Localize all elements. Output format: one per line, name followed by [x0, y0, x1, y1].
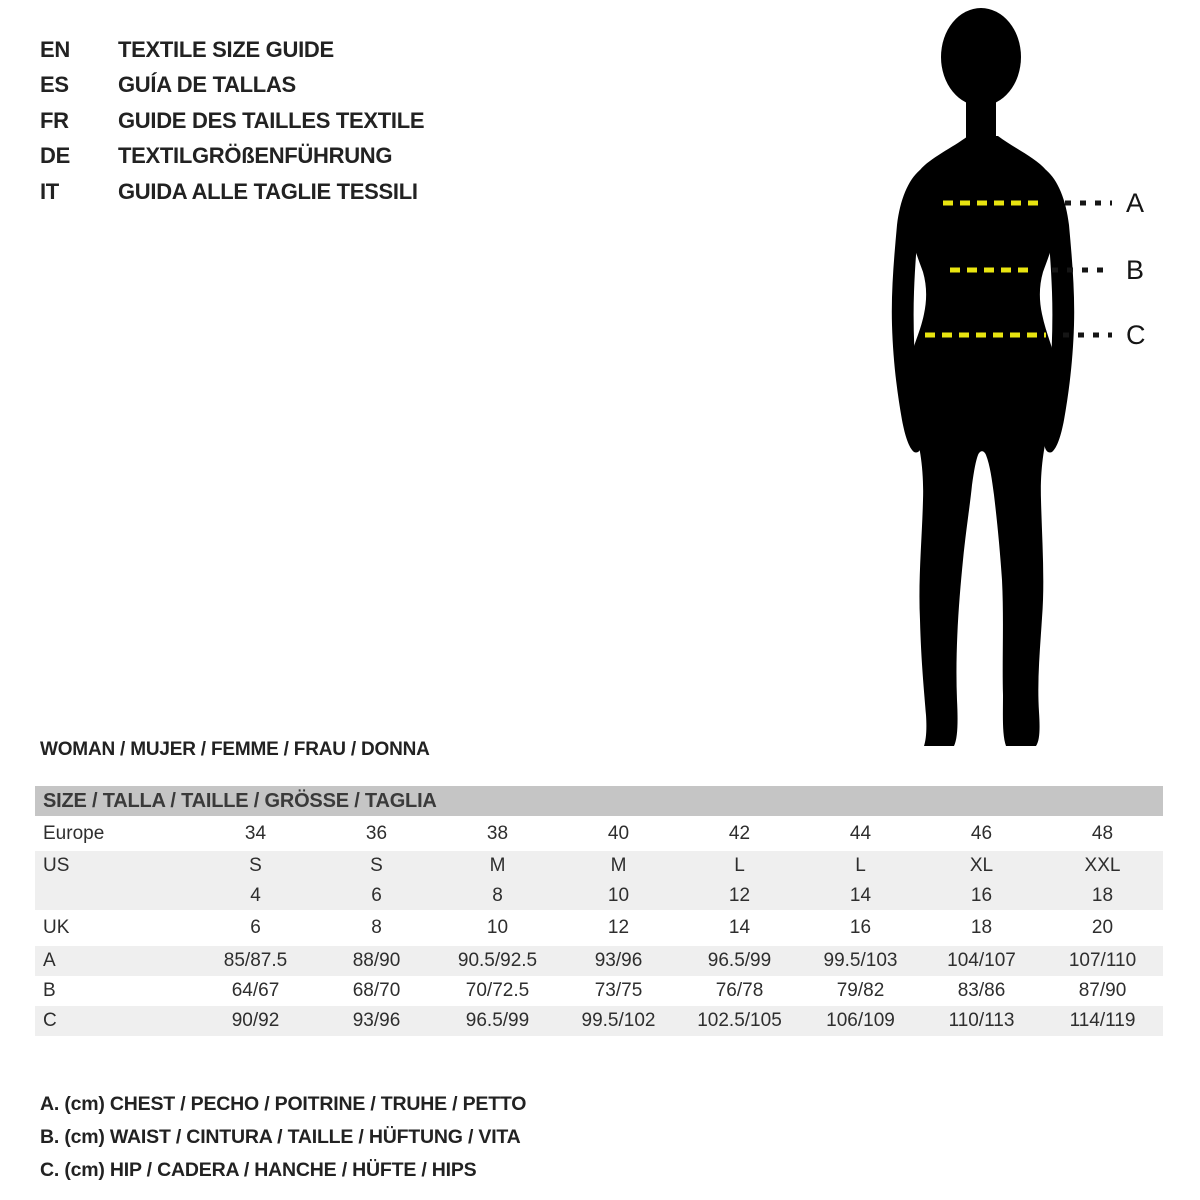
- size-cell: 14: [728, 917, 751, 938]
- language-code: ES: [40, 72, 69, 98]
- size-cell: M: [610, 855, 627, 876]
- size-cell: 110/113: [948, 1010, 1015, 1031]
- language-code: FR: [40, 107, 69, 133]
- size-cell: 18: [970, 917, 993, 938]
- size-cell: 102.5/105: [697, 1010, 782, 1031]
- row-label: C: [43, 1010, 57, 1031]
- language-row-es: [40, 68, 424, 104]
- size-cell: 6: [250, 917, 261, 938]
- size-table: [35, 786, 1163, 1036]
- size-cell: 12: [607, 917, 630, 938]
- language-title: GUIDA ALLE TAGLIE TESSILI: [118, 178, 418, 204]
- size-cell: L: [734, 855, 745, 876]
- size-cell: 85/87.5: [223, 950, 288, 971]
- silhouette-body: [906, 136, 1058, 746]
- size-cell: 79/82: [836, 980, 885, 1001]
- silhouette-head: [941, 8, 1021, 106]
- chest-measure-label: A: [1126, 188, 1145, 218]
- table-row: [35, 881, 1163, 910]
- size-cell: 90/92: [231, 1010, 280, 1031]
- size-cell: 76/78: [715, 980, 764, 1001]
- size-cell: XXL: [1084, 855, 1121, 876]
- size-cell: 114/119: [1069, 1010, 1136, 1031]
- row-label: US: [43, 855, 70, 876]
- size-cell: 73/75: [594, 980, 643, 1001]
- size-cell: 99.5/103: [823, 950, 898, 971]
- size-cell: 93/96: [352, 1010, 401, 1031]
- table-row: [35, 1006, 1163, 1036]
- waist-measure-label: B: [1126, 255, 1145, 285]
- size-cell: 68/70: [352, 980, 401, 1001]
- size-cell: 83/86: [957, 980, 1006, 1001]
- table-row: [35, 976, 1163, 1006]
- measurement-figure: [880, 0, 1180, 760]
- size-cell: XL: [969, 855, 994, 876]
- size-cell: 107/110: [1068, 950, 1137, 971]
- size-cell: 38: [486, 822, 509, 844]
- size-cell: 87/90: [1078, 980, 1127, 1001]
- size-cell: 16: [970, 884, 993, 906]
- size-cell: 88/90: [352, 950, 401, 971]
- table-row: [35, 816, 1163, 851]
- size-cell: 14: [849, 884, 872, 906]
- legend-chest: A. (cm) CHEST / PECHO / POITRINE / TRUHE / PETTO: [40, 1093, 527, 1115]
- size-cell: 90.5/92.5: [457, 950, 538, 971]
- row-label: B: [43, 980, 56, 1001]
- size-cell: 18: [1091, 884, 1114, 906]
- language-row-fr: [40, 103, 424, 139]
- language-title: GUIDE DES TAILLES TEXTILE: [118, 107, 425, 133]
- language-row-it: [40, 174, 424, 210]
- size-cell: 10: [486, 917, 509, 938]
- size-table-header: SIZE / TALLA / TAILLE / GRÖSSE / TAGLIA: [35, 786, 1163, 816]
- table-row: [35, 910, 1163, 946]
- table-row: [35, 851, 1163, 881]
- language-row-en: [40, 32, 424, 68]
- row-label: Europe: [43, 822, 105, 844]
- language-title: GUÍA DE TALLAS: [118, 72, 296, 98]
- table-row: [35, 946, 1163, 976]
- silhouette-left-arm: [892, 170, 922, 452]
- size-cell: 99.5/102: [581, 1010, 656, 1031]
- hip-measure-label: C: [1126, 320, 1146, 350]
- language-row-de: [40, 139, 424, 175]
- size-cell: 8: [371, 917, 382, 938]
- size-cell: 93/96: [594, 950, 643, 971]
- language-title: TEXTILGRÖßENFÜHRUNG: [118, 143, 393, 169]
- legend-waist: B. (cm) WAIST / CINTURA / TAILLE / HÜFTUNG / VITA: [40, 1126, 521, 1148]
- size-cell: 4: [250, 884, 261, 906]
- size-cell: 20: [1091, 917, 1114, 938]
- language-code: IT: [40, 178, 59, 204]
- size-cell: 36: [365, 822, 388, 844]
- woman-silhouette-svg: [880, 0, 1180, 760]
- size-cell: 96.5/99: [707, 950, 772, 971]
- size-cell: 44: [849, 822, 872, 844]
- silhouette-right-arm: [1044, 170, 1074, 452]
- size-cell: 6: [371, 884, 382, 906]
- size-cell: S: [370, 855, 383, 876]
- size-cell: 96.5/99: [465, 1010, 530, 1031]
- size-cell: 104/107: [947, 950, 1016, 971]
- measure-legend: [40, 1088, 526, 1187]
- row-label: A: [43, 950, 56, 971]
- language-title: TEXTILE SIZE GUIDE: [118, 36, 334, 62]
- size-cell: 10: [607, 884, 630, 906]
- size-cell: 40: [607, 822, 630, 844]
- size-cell: 8: [492, 884, 503, 906]
- size-cell: M: [489, 855, 506, 876]
- size-cell: 48: [1091, 822, 1114, 844]
- row-label: UK: [43, 917, 70, 938]
- size-cell: L: [855, 855, 866, 876]
- size-cell: 34: [244, 822, 267, 844]
- language-code: EN: [40, 36, 70, 62]
- legend-hip: C. (cm) HIP / CADERA / HANCHE / HÜFTE / HIPS: [40, 1159, 477, 1181]
- size-cell: 106/109: [826, 1010, 895, 1031]
- size-cell: 64/67: [231, 980, 280, 1001]
- size-cell: 42: [728, 822, 751, 844]
- size-cell: 46: [970, 822, 993, 844]
- size-cell: S: [249, 855, 262, 876]
- size-cell: 12: [728, 884, 751, 906]
- language-list: [40, 32, 424, 210]
- language-code: DE: [40, 143, 70, 169]
- size-cell: 16: [849, 917, 872, 938]
- size-cell: 70/72.5: [465, 980, 530, 1001]
- section-title: WOMAN / MUJER / FEMME / FRAU / DONNA: [40, 739, 430, 760]
- size-table-body: [35, 816, 1163, 1036]
